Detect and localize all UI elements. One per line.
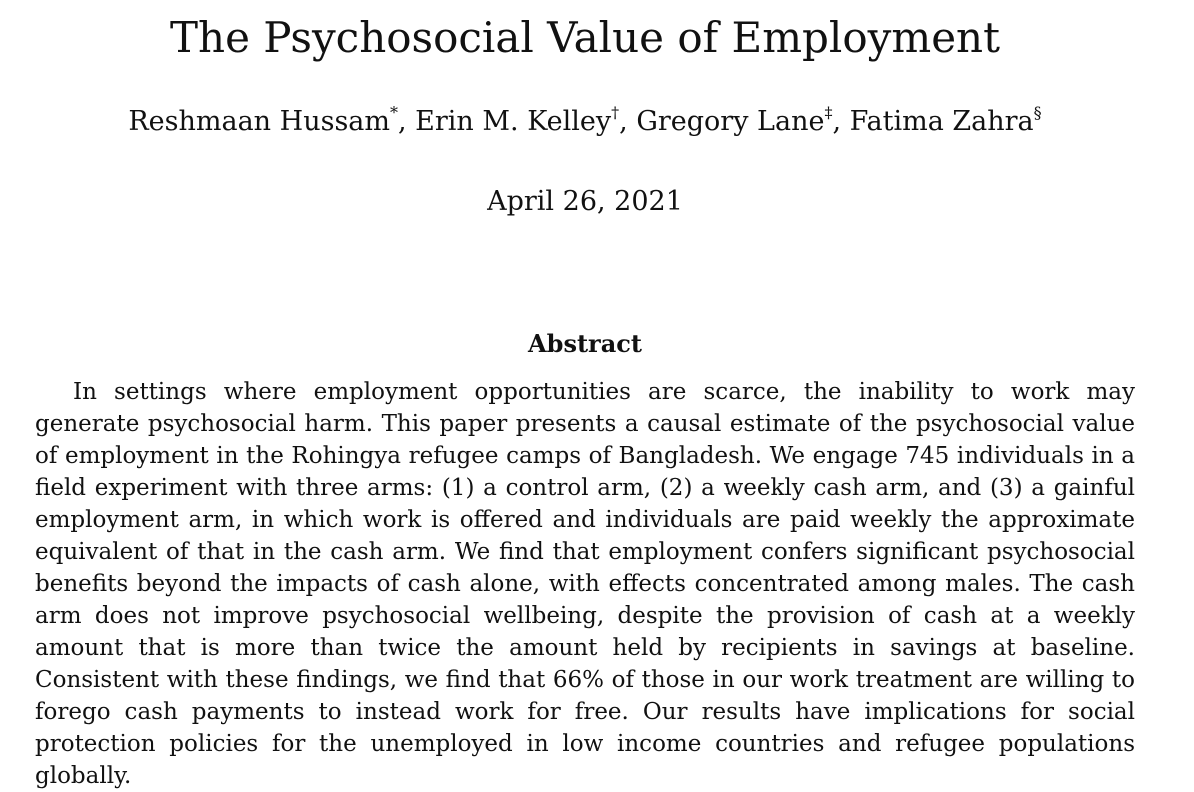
author-name: Fatima Zahra [849,106,1034,137]
author-footnote-mark[interactable]: * [390,103,398,122]
author-separator: , [619,106,637,137]
author-list [0,104,1170,140]
publication-date: April 26, 2021 [487,186,683,217]
author-name: Gregory Lane [636,106,825,137]
author-footnote-mark[interactable]: † [611,103,620,122]
abstract-text: In settings where employment opportunities are scarce, the inability to work may generate psychosocial harm. This paper presents a causal estimate of the psychosocial value of employment in the Rohingya refugee camps of Bangladesh. We engage 745 individuals in a field experiment with three arms: (1) a control arm, (2) a weekly cash arm, and (3) a gainful employment arm, in which work is offered and individuals are paid weekly the approximate equivalent of that in the cash arm. We find that employment confers significant psychosocial benefits beyond the impacts of cash alone, with effects concentrated among males. The cash arm does not improve psychosocial wellbeing, despite the provision of cash at a weekly amount that is more than twice the amount held by recipients in savings at baseline. Consistent with these findings, we find that 66% of those in our work treatment are willing to forego cash payments to instead work for free. Our results have implications for social protection policies for the unemployed in low income countries and refugee populations globally. [35,379,1135,789]
author-footnote-mark[interactable]: ‡ [824,103,833,122]
author-footnote-mark[interactable]: § [1033,103,1042,122]
paper-title: The Psychosocial Value of Employment [170,13,1000,62]
author-separator: , [398,106,416,137]
author-name: Reshmaan Hussam [128,106,390,137]
author-separator: , [832,106,850,137]
author-name: Erin M. Kelley [415,106,612,137]
abstract-heading: Abstract [528,329,642,358]
